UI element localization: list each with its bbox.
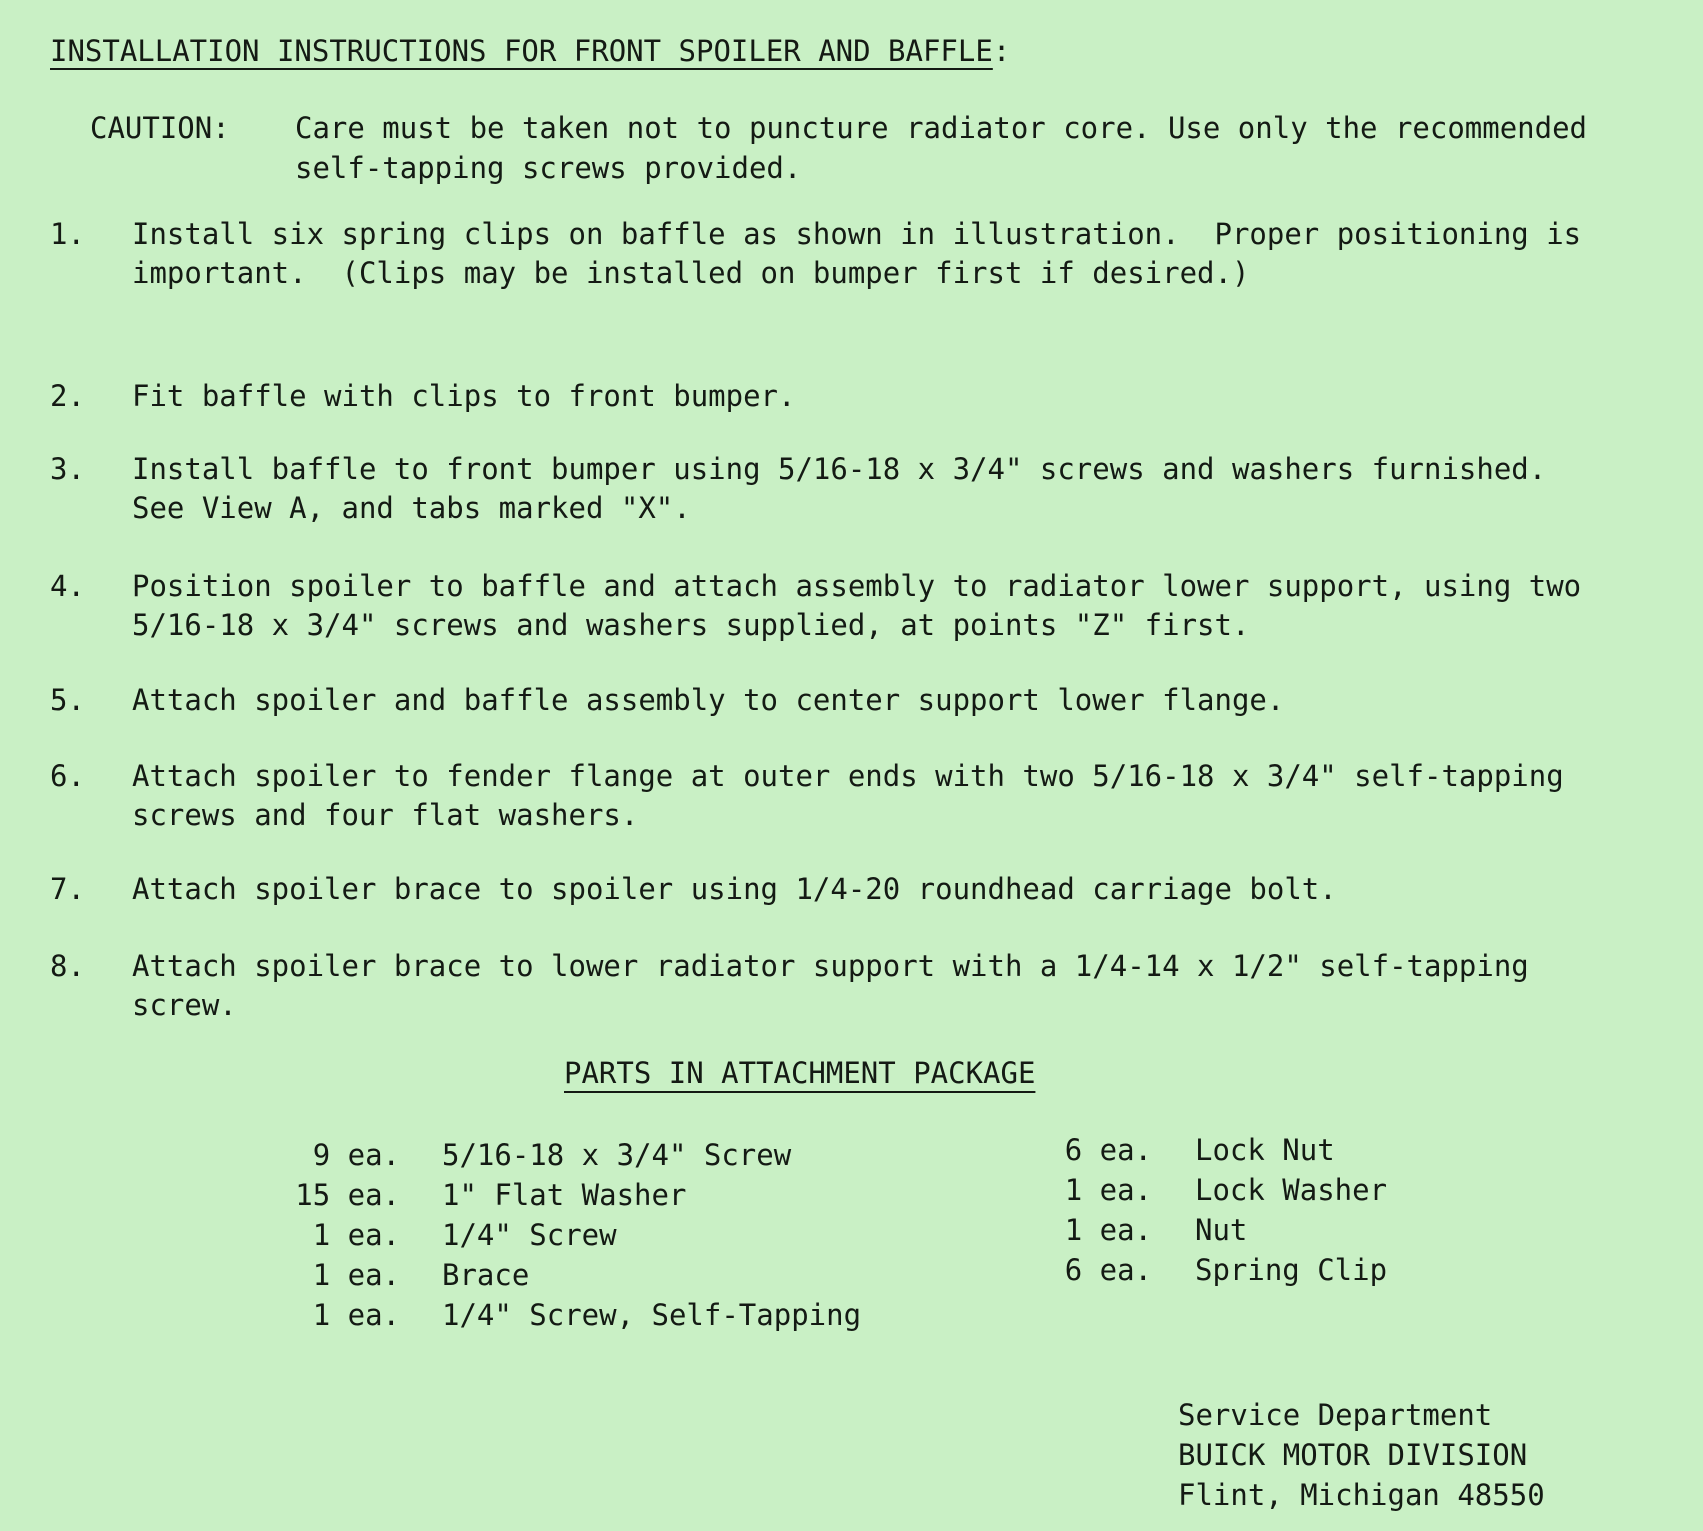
step-text: Position spoiler to baffle and attach assembly to radiator lower support, using two 5/16-18 x 3/4" screws and washers supplied, at points "Z" first. <box>132 569 1599 642</box>
step-number: 3. <box>50 452 85 486</box>
part-qty: 1 ea. <box>312 1298 400 1332</box>
parts-row <box>1020 1210 1387 1250</box>
parts-row <box>270 1215 861 1255</box>
part-desc: 5/16-18 x 3/4" Screw <box>442 1138 792 1172</box>
part-desc: Lock Nut <box>1195 1133 1335 1167</box>
part-qty: 15 ea. <box>295 1178 400 1212</box>
step-number: 7. <box>50 872 85 906</box>
document-title <box>50 34 1010 68</box>
parts-row <box>1020 1130 1387 1170</box>
step-text: Attach spoiler and baffle assembly to center support lower flange. <box>132 683 1285 717</box>
step-5 <box>50 681 1692 720</box>
step-text: Attach spoiler brace to spoiler using 1/4-20 roundhead carriage bolt. <box>132 872 1337 906</box>
part-desc: 1/4" Screw <box>442 1218 617 1252</box>
part-qty: 1 ea. <box>312 1258 400 1292</box>
step-text: Install six spring clips on baffle as shown in illustration. Proper positioning is important. (Clips may be installed on bumper first if desired.) <box>132 217 1599 290</box>
parts-list-left <box>270 1135 861 1335</box>
step-number: 2. <box>50 379 85 413</box>
parts-row <box>1020 1170 1387 1210</box>
part-qty: 1 ea. <box>312 1218 400 1252</box>
parts-row <box>270 1295 861 1335</box>
step-2 <box>50 377 1692 416</box>
step-1 <box>50 215 1632 293</box>
parts-row <box>270 1175 861 1215</box>
step-3 <box>50 450 1582 528</box>
caution-text: Care must be taken not to puncture radiator core. Use only the recommended self-tapping screws provided. <box>295 111 1588 185</box>
caution-label: CAUTION: <box>90 111 230 145</box>
part-qty: 1 ea. <box>1064 1213 1152 1247</box>
title-text: INSTALLATION INSTRUCTIONS FOR FRONT SPOILER AND BAFFLE <box>50 34 993 68</box>
step-number: 6. <box>50 759 85 793</box>
part-desc: Brace <box>442 1258 530 1292</box>
step-number: 4. <box>50 569 85 603</box>
part-desc: Lock Washer <box>1195 1173 1388 1207</box>
caution-block <box>90 108 1625 188</box>
step-number: 1. <box>50 217 85 251</box>
part-desc: 1" Flat Washer <box>442 1178 687 1212</box>
part-qty: 6 ea. <box>1064 1253 1152 1287</box>
step-text: Install baffle to front bumper using 5/16-18 x 3/4" screws and washers furnished. See View A, and tabs marked "X". <box>132 452 1582 525</box>
step-text: Attach spoiler brace to lower radiator support with a 1/4-14 x 1/2" self-tapping screw. <box>132 949 1547 1022</box>
step-number: 8. <box>50 949 85 983</box>
part-qty: 1 ea. <box>1064 1173 1152 1207</box>
step-text: Fit baffle with clips to front bumper. <box>132 379 796 413</box>
step-4 <box>50 567 1652 645</box>
parts-row <box>1020 1250 1387 1290</box>
parts-list-right <box>1020 1130 1387 1290</box>
title-colon: : <box>992 34 1011 68</box>
footer-address: Flint, Michigan 48550 <box>1178 1478 1545 1512</box>
part-qty: 9 ea. <box>312 1138 400 1172</box>
step-7 <box>50 870 1692 909</box>
step-6 <box>50 757 1657 835</box>
parts-heading: PARTS IN ATTACHMENT PACKAGE <box>564 1056 1036 1090</box>
part-qty: 6 ea. <box>1064 1133 1152 1167</box>
footer-department: Service Department <box>1178 1398 1493 1432</box>
part-desc: 1/4" Screw, Self-Tapping <box>442 1298 862 1332</box>
step-number: 5. <box>50 683 85 717</box>
part-desc: Nut <box>1195 1213 1248 1247</box>
step-8 <box>50 947 1622 1025</box>
step-text: Attach spoiler to fender flange at outer ends with two 5/16-18 x 3/4" self-tapping screws and four flat washers. <box>132 759 1582 832</box>
parts-row <box>270 1135 861 1175</box>
part-desc: Spring Clip <box>1195 1253 1388 1287</box>
signature-block <box>1178 1395 1545 1515</box>
footer-division: BUICK MOTOR DIVISION <box>1178 1438 1528 1472</box>
parts-row <box>270 1255 861 1295</box>
